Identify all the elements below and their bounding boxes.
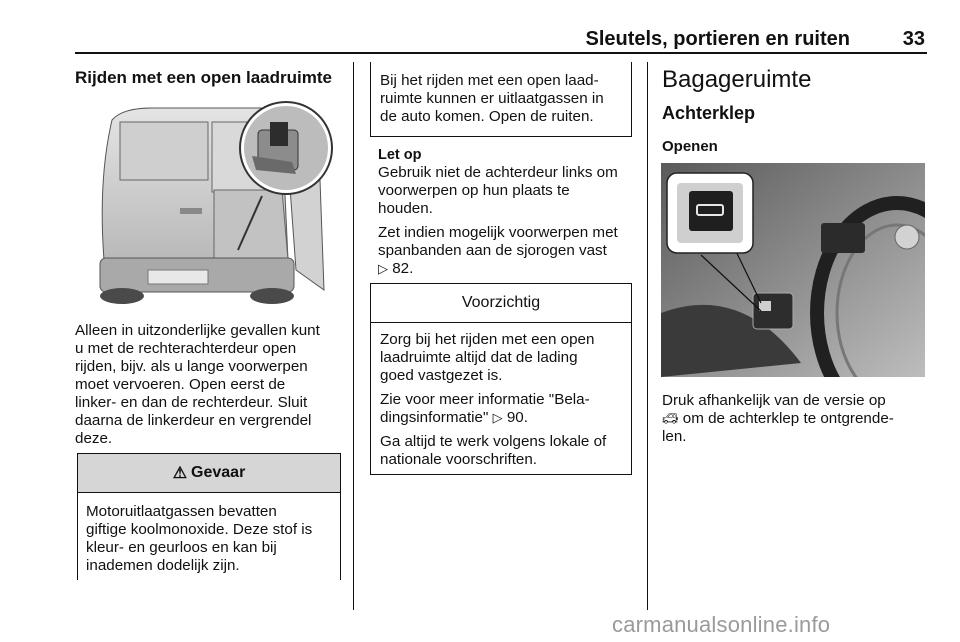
col1-body-line: deze. [75, 430, 113, 447]
page-reference-arrow-icon: ▷ [492, 410, 503, 425]
caution-box-body [371, 323, 631, 469]
warning-triangle-icon: ⚠ [172, 465, 188, 482]
letop-crossref[interactable] [378, 260, 634, 278]
exhaust-notice-box [370, 62, 632, 137]
caution-paragraph [380, 391, 623, 427]
caution-line: Ga altijd te werk volgens lokale of [380, 433, 607, 450]
danger-line: inademen dodelijk zijn. [86, 557, 240, 574]
letop-note [378, 146, 634, 278]
col3-body [662, 392, 932, 446]
col3-body-line: Druk afhankelijk van de versie op [662, 392, 886, 409]
col3-body-line: len. [662, 428, 687, 445]
danger-box [77, 453, 341, 580]
caution-paragraph [380, 433, 623, 469]
caution-line: nationale voorschriften. [380, 451, 538, 468]
danger-box-header [78, 454, 340, 493]
caution-crossref[interactable] [493, 409, 528, 426]
header-rule [75, 52, 927, 54]
col1-body-line: linker- en dan de rechterdeur. Sluit [75, 394, 308, 411]
section-heading-bagageruimte: Bagageruimte [662, 66, 812, 93]
crossref-page: 90. [506, 409, 528, 426]
danger-line: giftige koolmonoxide. Deze stof is [86, 521, 313, 538]
letop-line: Gebruik niet de achterdeur links om [378, 164, 618, 181]
danger-line: Motoruitlaatgassen bevatten [86, 503, 277, 520]
caution-line: dingsinformatie" [380, 409, 489, 426]
letop-line: Zet indien mogelijk voorwerpen met [378, 224, 618, 241]
col1-body-line: Alleen in uitzonderlijke gevallen kunt [75, 322, 320, 339]
page-reference-arrow-icon: ▷ [378, 261, 388, 276]
tailgate-open-icon: 🚙︎ [662, 411, 679, 426]
caution-box-title: Voorzichtig [461, 294, 541, 311]
running-header-title: Sleutels, portieren en ruiten [585, 28, 850, 50]
site-watermark: carmanualsonline.info [612, 612, 831, 637]
section-heading-open-cargo: Rijden met een open laadruimte [75, 68, 332, 87]
van-rear-door-illustration [92, 100, 334, 305]
dashboard-tailgate-button-photo [661, 163, 925, 377]
col3-body-line [662, 410, 932, 428]
letop-line: voorwerpen op hun plaats te [378, 182, 570, 199]
col1-body-line: daarna de linkerdeur en vergrendel [75, 412, 312, 429]
col1-body-line: u met de rechterachterdeur open [75, 340, 297, 357]
col3-body-text: om de achterklep te ontgrende- [682, 410, 894, 427]
caution-box [370, 283, 632, 475]
col1-body [75, 322, 345, 448]
letop-line: houden. [378, 200, 433, 217]
column-divider-1 [353, 62, 354, 610]
subsubheading-openen: Openen [662, 138, 718, 155]
caution-line: Zorg bij het rijden met een open [380, 331, 595, 348]
col1-body-line: rijden, bijv. als u lange voorwerpen [75, 358, 308, 375]
column-divider-2 [647, 62, 648, 610]
notice-line: de auto komen. Open de ruiten. [380, 108, 594, 125]
letop-line: spanbanden aan de sjorogen vast [378, 242, 607, 259]
danger-box-title: Gevaar [191, 464, 246, 481]
notice-line: ruimte kunnen er uitlaatgassen in [380, 90, 604, 107]
caution-paragraph [380, 331, 623, 385]
notice-line: Bij het rijden met een open laad- [380, 72, 599, 89]
danger-line: kleur- en geurloos en kan bij [86, 539, 277, 556]
letop-label: Let op [378, 147, 422, 163]
page-number: 33 [902, 28, 925, 50]
exhaust-notice-body [371, 62, 631, 126]
caution-box-header [371, 284, 631, 323]
crossref-page: 82. [392, 260, 414, 277]
subheading-achterklep: Achterklep [662, 103, 756, 123]
caution-line: laadruimte altijd dat de lading [380, 349, 578, 366]
caution-line: goed vastgezet is. [380, 367, 503, 384]
caution-line: Zie voor meer informatie "Bela- [380, 391, 590, 408]
danger-box-body [78, 493, 340, 575]
col1-body-line: moet vervoeren. Open eerst de [75, 376, 286, 393]
